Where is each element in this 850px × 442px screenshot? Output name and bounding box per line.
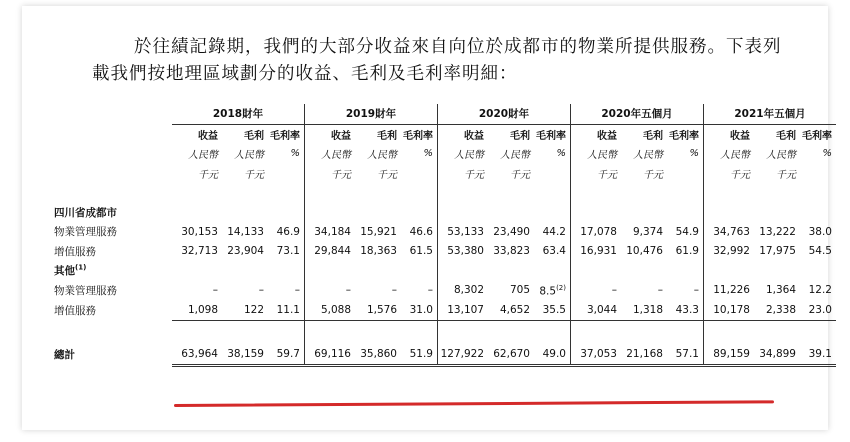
total-cell: 21,168 — [621, 344, 667, 365]
row-label: 增值服務 — [54, 304, 96, 317]
unit-label: 千元 — [571, 164, 622, 184]
column-header: 毛利率 — [270, 130, 300, 142]
unit-label: % — [822, 148, 832, 160]
table-row — [54, 300, 836, 320]
total-cell: 38,159 — [222, 344, 268, 365]
value-cell: – — [305, 281, 356, 301]
total-cell: 59.7 — [268, 344, 305, 365]
value-cell: 29,844 — [305, 242, 356, 262]
total-cell: 37,053 — [571, 344, 622, 365]
unit-label: 人民幣 — [305, 144, 356, 164]
total-cell: 34,899 — [754, 344, 800, 365]
table-row — [54, 281, 836, 301]
table-row — [54, 242, 836, 262]
value-cell: 17,078 — [571, 222, 622, 242]
value-cell: – — [427, 284, 433, 297]
period-header-row — [54, 104, 836, 124]
unit-label: % — [689, 148, 699, 160]
value-cell: 13,107 — [438, 300, 489, 320]
value-cell: 16,931 — [571, 242, 622, 262]
value-cell: 31.0 — [401, 300, 438, 320]
value-cell: 1,576 — [355, 300, 401, 320]
unit-row — [54, 164, 836, 184]
value-cell: 73.1 — [276, 245, 300, 258]
value-cell: – — [212, 284, 218, 297]
column-header: 收益 — [438, 124, 489, 144]
value-cell: 10,476 — [626, 245, 663, 258]
value-cell: 12.2 — [808, 284, 832, 297]
row-label: 增值服務 — [54, 245, 96, 258]
value-cell: 34,763 — [704, 222, 755, 242]
unit-row — [54, 144, 836, 164]
total-cell: 69,116 — [305, 344, 356, 365]
value-cell: 53,380 — [438, 242, 489, 262]
unit-label: 人民幣 — [367, 150, 397, 162]
value-cell: 10,178 — [704, 300, 755, 320]
value-cell: 23.0 — [800, 300, 836, 320]
value-cell: – — [693, 284, 699, 297]
unit-label: 千元 — [305, 164, 356, 184]
value-cell: 11,226 — [704, 281, 755, 301]
intro-paragraph — [92, 34, 792, 88]
column-header: 毛利率 — [536, 130, 566, 142]
value-cell: 8,302 — [438, 281, 489, 301]
value-cell: 4,652 — [488, 300, 534, 320]
section-title: 其他$^{(1)}$ — [54, 263, 87, 278]
value-cell: 54.9 — [675, 225, 699, 238]
unit-label: 千元 — [198, 169, 218, 181]
value-cell: 30,153 — [181, 225, 218, 238]
section-title-row — [54, 203, 836, 223]
total-cell: 63,964 — [172, 344, 222, 365]
unit-label: 千元 — [377, 169, 397, 181]
unit-label: 千元 — [776, 169, 796, 181]
total-cell: 62,670 — [488, 344, 534, 365]
section-title-row — [54, 261, 836, 281]
total-cell: 89,159 — [704, 344, 755, 365]
column-header-row — [54, 124, 836, 144]
column-header: 收益 — [571, 124, 622, 144]
total-cell: 39.1 — [800, 344, 836, 365]
revenue-by-region-table — [54, 104, 836, 367]
value-cell: 54.5 — [808, 245, 832, 258]
value-cell: 3,044 — [571, 300, 622, 320]
value-cell: 23,904 — [227, 245, 264, 258]
value-cell: 122 — [222, 300, 268, 320]
period-header: 2020財年 — [438, 104, 571, 124]
value-cell: 23,490 — [493, 225, 530, 238]
unit-label: 人民幣 — [571, 144, 622, 164]
value-cell: 2,338 — [754, 300, 800, 320]
value-cell: 33,823 — [493, 245, 530, 258]
column-header: 收益 — [704, 124, 755, 144]
unit-label: 千元 — [244, 169, 264, 181]
unit-label: 人民幣 — [500, 150, 530, 162]
unit-label: 千元 — [704, 164, 755, 184]
total-cell: 49.0 — [534, 344, 571, 365]
period-header: 2019財年 — [305, 104, 438, 124]
unit-label: % — [290, 148, 300, 160]
value-cell: 1,098 — [172, 300, 222, 320]
column-header: 收益 — [198, 130, 218, 142]
column-header: 毛利 — [776, 130, 796, 142]
unit-label: 人民幣 — [438, 144, 489, 164]
row-label: 物業管理服務 — [54, 226, 117, 239]
unit-label: % — [423, 148, 433, 160]
value-cell: 43.3 — [667, 300, 704, 320]
unit-label: 人民幣 — [633, 150, 663, 162]
value-cell: 61.9 — [675, 245, 699, 258]
value-cell: 11.1 — [268, 300, 305, 320]
value-cell: 5,088 — [305, 300, 356, 320]
value-cell: 32,992 — [704, 242, 755, 262]
value-cell: 15,921 — [360, 225, 397, 238]
row-label: 物業管理服務 — [54, 284, 117, 297]
value-cell: 8.5$^{(2)}$ — [539, 283, 566, 297]
unit-label: 人民幣 — [704, 144, 755, 164]
value-cell: 17,975 — [759, 245, 796, 258]
value-cell: 32,713 — [181, 245, 218, 258]
total-cell: 57.1 — [667, 344, 704, 365]
unit-label: 人民幣 — [234, 150, 264, 162]
value-cell: 13,222 — [759, 225, 796, 238]
value-cell: – — [657, 284, 663, 297]
total-cell: 127,922 — [438, 344, 489, 365]
paragraph-line-2: 載我們按地理區域劃分的收益、毛利及毛利率明細： — [92, 64, 518, 84]
column-header: 毛利 — [510, 130, 530, 142]
value-cell: 53,133 — [438, 222, 489, 242]
unit-label: 人民幣 — [766, 150, 796, 162]
value-cell: 38.0 — [808, 225, 832, 238]
footnote-ref: (2) — [556, 283, 566, 292]
total-row — [54, 344, 836, 365]
value-cell: 46.6 — [409, 225, 433, 238]
value-cell: 1,364 — [765, 284, 796, 297]
column-header: 毛利 — [244, 130, 264, 142]
value-cell: 46.9 — [276, 225, 300, 238]
column-header: 毛利 — [643, 130, 663, 142]
value-cell: 18,363 — [360, 245, 397, 258]
total-cell: 35,860 — [355, 344, 401, 365]
column-header: 毛利率 — [802, 130, 832, 142]
unit-label: 千元 — [510, 169, 530, 181]
table-row — [54, 222, 836, 242]
total-label: 總計 — [54, 349, 75, 361]
value-cell: 34,184 — [305, 222, 356, 242]
column-header: 毛利率 — [669, 130, 699, 142]
period-header: 2020年五個月 — [571, 104, 704, 124]
value-cell: 61.5 — [409, 245, 433, 258]
value-cell: – — [571, 281, 622, 301]
value-cell: 63.4 — [542, 245, 566, 258]
unit-label: % — [556, 148, 566, 160]
value-cell: 44.2 — [542, 225, 566, 238]
value-cell: – — [294, 284, 300, 297]
value-cell: 705 — [509, 284, 530, 297]
paragraph-line-1: 於往績記錄期，我們的大部分收益來自向位於成都市的物業所提供服務。下表列 — [134, 37, 782, 57]
column-header: 收益 — [305, 124, 356, 144]
unit-label: 人民幣 — [188, 150, 218, 162]
value-cell: 35.5 — [534, 300, 571, 320]
unit-label: 千元 — [438, 164, 489, 184]
period-header: 2021年五個月 — [704, 104, 837, 124]
value-cell: 9,374 — [632, 225, 663, 238]
value-cell: – — [258, 284, 264, 297]
value-cell: – — [391, 284, 397, 297]
total-cell: 51.9 — [401, 344, 438, 365]
column-header: 毛利率 — [403, 130, 433, 142]
column-header: 毛利 — [377, 130, 397, 142]
value-cell: 14,133 — [227, 225, 264, 238]
section-title: 四川省成都市 — [54, 206, 117, 219]
footnote-ref: (1) — [75, 263, 87, 272]
period-header: 2018財年 — [172, 104, 305, 124]
value-cell: 1,318 — [621, 300, 667, 320]
unit-label: 千元 — [643, 169, 663, 181]
